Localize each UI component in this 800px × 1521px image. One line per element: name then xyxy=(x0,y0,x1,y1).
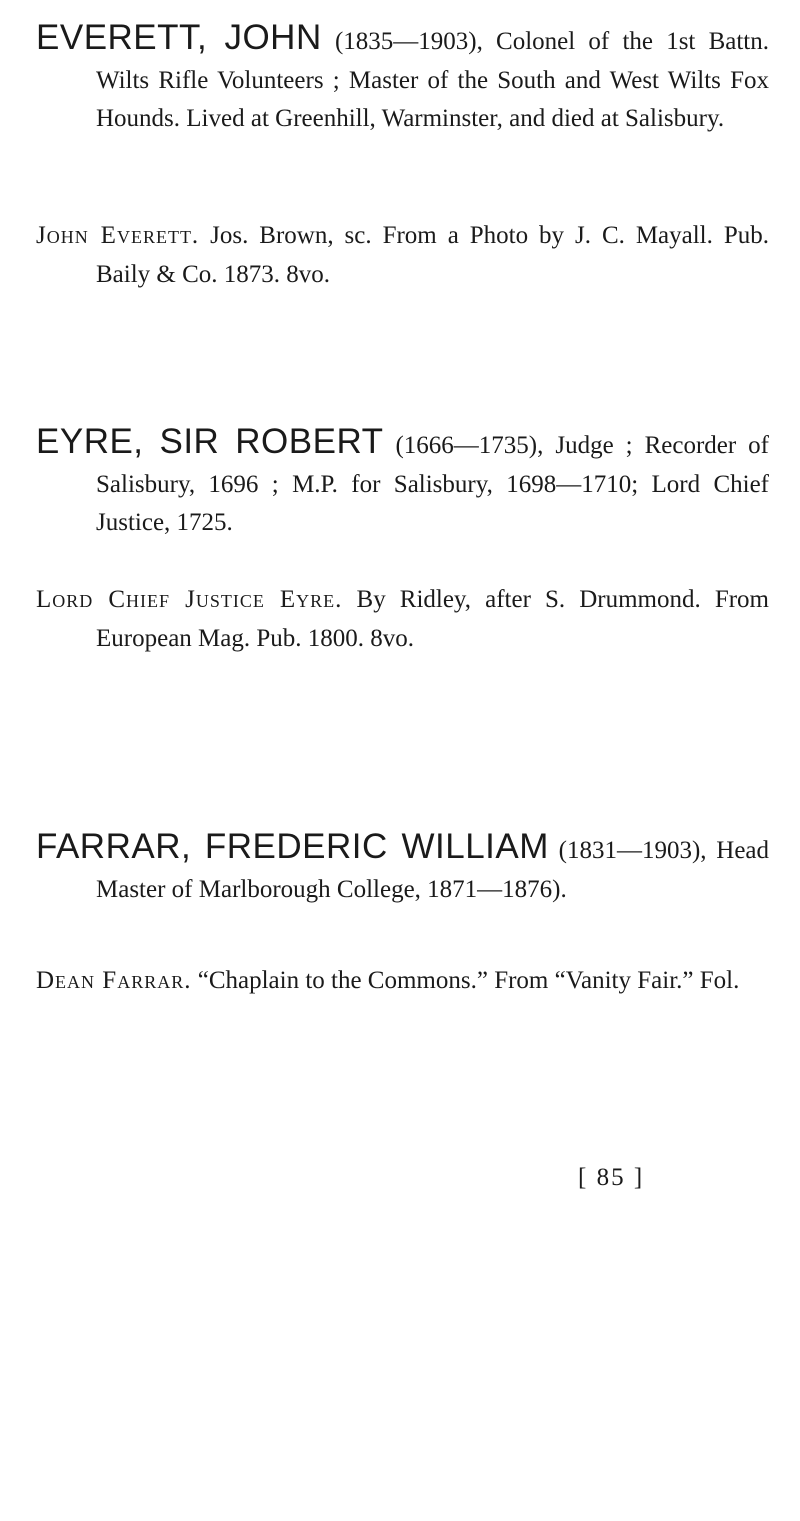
entry-eyre xyxy=(36,423,769,543)
entry-name: FARRAR, FREDERIC WILLIAM xyxy=(36,827,549,866)
page-number: [ 85 ] xyxy=(578,1164,645,1191)
entry-description: (1666—1735), Judge ; Recorder of Salisbury, 1696 ; M.P. for Salisbury, 1698—1710; Lord Chief Justice, 1725. xyxy=(96,432,769,536)
portrait-details: Jos. Brown, sc. From a Photo by J. C. Mayall. Pub. Baily & Co. 1873. 8vo. xyxy=(96,222,769,288)
entry-name: EYRE, SIR ROBERT xyxy=(36,422,384,461)
portrait-everett xyxy=(36,217,769,294)
portrait-eyre xyxy=(36,581,769,658)
entry-name: EVERETT, JOHN xyxy=(36,18,322,57)
entry-description: (1831—1903), Head Master of Marlborough College, 1871—1876). xyxy=(96,837,770,903)
entry-heading xyxy=(36,828,769,909)
portrait-entry xyxy=(36,581,769,658)
portrait-details: By Ridley, after S. Drummond. From European Mag. Pub. 1800. 8vo. xyxy=(96,586,769,652)
portrait-details: “Chaplain to the Commons.” From “Vanity Fair.” Fol. xyxy=(197,967,740,994)
entry-farrar xyxy=(36,828,769,909)
entry-everett xyxy=(36,19,769,139)
portrait-title: Lord Chief Justice Eyre. xyxy=(36,586,343,613)
entry-heading xyxy=(36,423,769,543)
portrait-entry xyxy=(36,217,769,294)
entry-heading xyxy=(36,19,769,139)
entry-description: (1835—1903), Colonel of the 1st Battn. Wilts Rifle Volunteers ; Master of the South and West Wilts Fox Hounds. Lived at Greenhill, Warminster, and died at Salisbury. xyxy=(96,28,769,132)
portrait-title: John Everett. xyxy=(36,222,200,249)
portrait-entry xyxy=(36,962,769,1001)
portrait-title: Dean Farrar. xyxy=(36,967,192,994)
portrait-farrar xyxy=(36,962,769,1001)
